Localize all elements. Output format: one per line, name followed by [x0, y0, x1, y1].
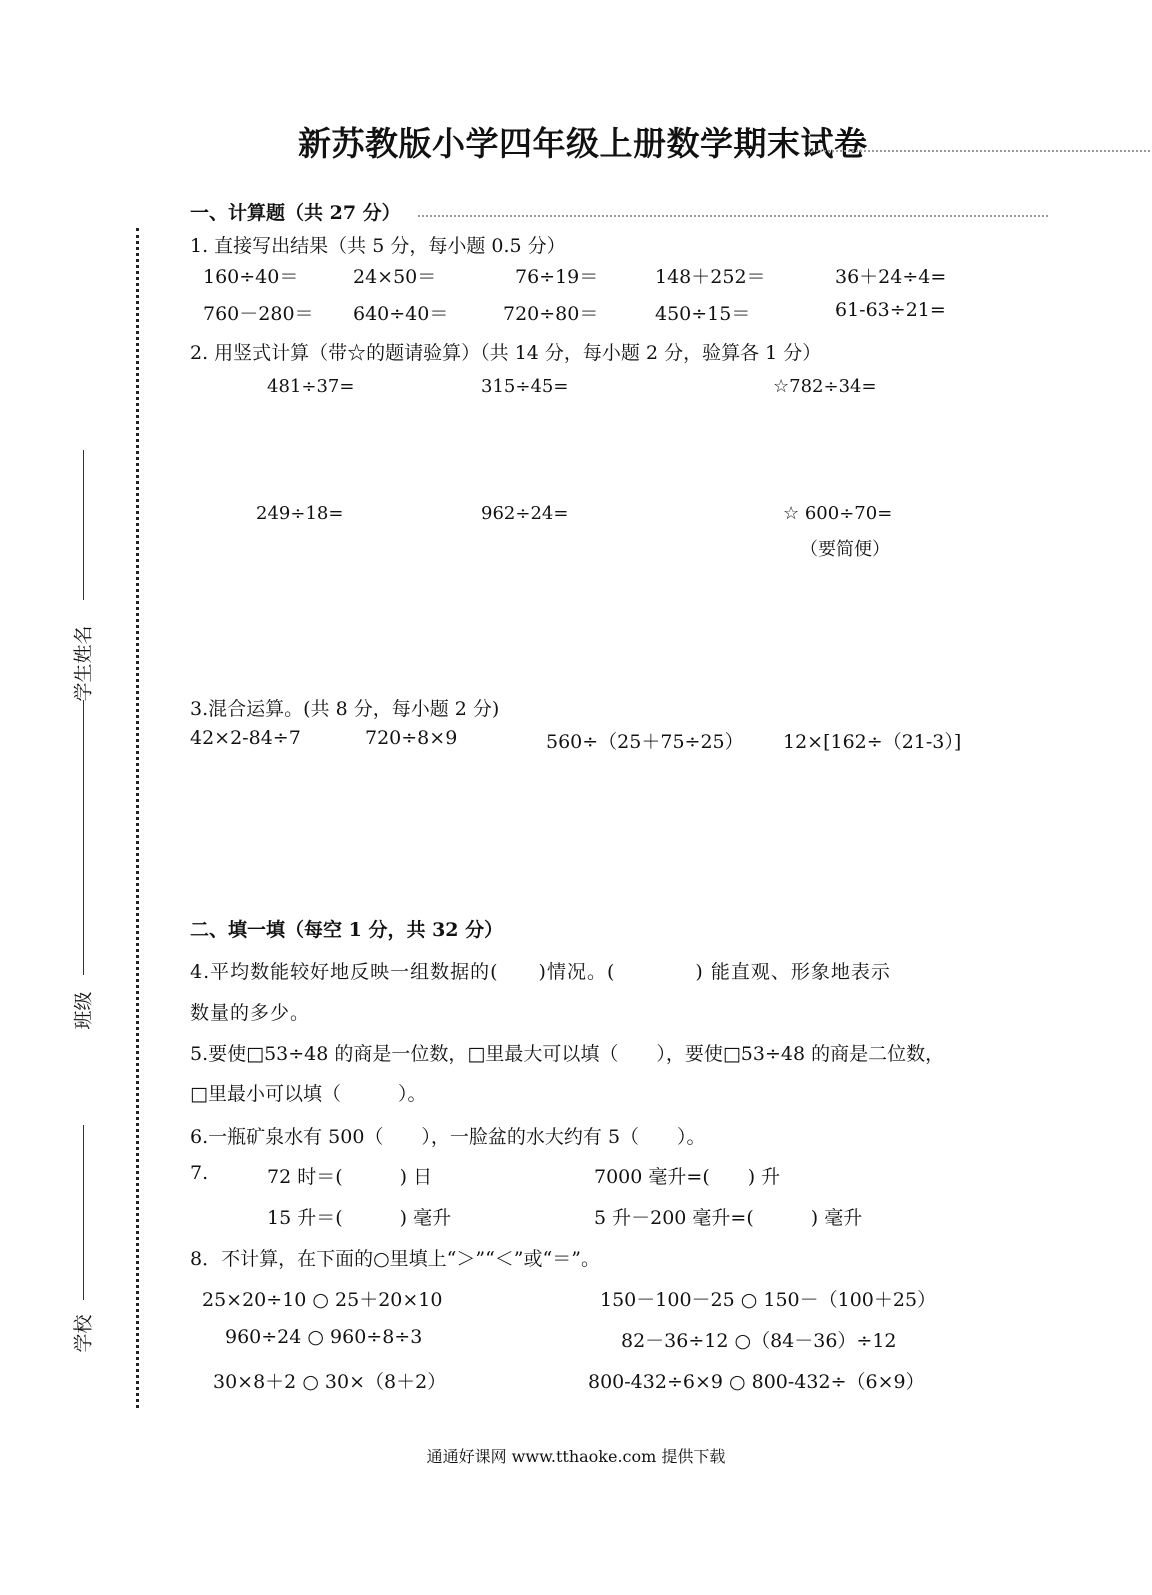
q2-item: 249÷18=: [256, 503, 344, 524]
section1-heading: 一、计算题（共 27 分）: [190, 202, 401, 224]
section2-heading: 二、填一填（每空 1 分，共 32 分）: [190, 919, 504, 941]
q8-item: 30×8＋2 ○ 30×（8＋2）: [213, 1371, 447, 1393]
q7-number: 7.: [190, 1162, 209, 1184]
q8-item: 150－100－25 ○ 150－（100＋25）: [600, 1289, 937, 1311]
q8-item: 82－36÷12 ○（84－36）÷12: [621, 1330, 897, 1352]
q1-label: 1. 直接写出结果（共 5 分，每小题 0.5 分）: [190, 235, 566, 257]
student-name-label: 学生姓名: [72, 625, 95, 702]
school-label: 学校: [72, 1314, 95, 1353]
student-name-blank-line-top: [83, 450, 84, 600]
q4-line1: 4.平均数能较好地反映一组数据的( )情况。( ) 能直观、形象地表示: [190, 961, 891, 983]
q7-item: 7000 毫升=( ) 升: [594, 1166, 781, 1188]
q3-item: 12×[162÷（21-3）]: [783, 731, 962, 753]
q1-item: 450÷15＝: [655, 303, 751, 325]
q5-line2: □里最小可以填（ ）。: [190, 1083, 427, 1105]
q8-item: 25×20÷10 ○ 25＋20×10: [202, 1289, 443, 1311]
binding-dotted-line: [136, 228, 139, 1408]
class-label: 班级: [72, 991, 95, 1030]
q1-item: 61-63÷21=: [835, 299, 946, 321]
q2-item: ☆782÷34=: [773, 376, 877, 397]
q2-item: 315÷45=: [481, 376, 569, 397]
q2-item: 962÷24=: [481, 503, 569, 524]
q5-line1: 5.要使□53÷48 的商是一位数，□里最大可以填（ ），要使□53÷48 的商是二位数，: [190, 1043, 945, 1065]
q3-item: 720÷8×9: [365, 727, 458, 749]
q2-note: （要简便）: [800, 539, 890, 560]
q6-text: 6.一瓶矿泉水有 500（ ），一脸盆的水大约有 5（ ）。: [190, 1126, 706, 1148]
q1-item: 720÷80＝: [503, 303, 599, 325]
q8-item: 800-432÷6×9 ○ 800-432÷（6×9）: [588, 1371, 925, 1393]
q7-item: 5 升－200 毫升=( ) 毫升: [594, 1207, 863, 1229]
page-title: 新苏教版小学四年级上册数学期末试卷: [298, 124, 868, 163]
q1-item: 36＋24÷4=: [835, 266, 947, 288]
q3-label: 3.混合运算。(共 8 分，每小题 2 分): [190, 698, 500, 720]
section1-dotted-leader: [418, 215, 1048, 217]
class-blank-line: [83, 1125, 84, 1300]
q1-item: 76÷19＝: [515, 266, 599, 288]
q7-item: 72 时＝( ) 日: [267, 1166, 433, 1188]
q2-label: 2. 用竖式计算（带☆的题请验算）（共 14 分，每小题 2 分，验算各 1 分）: [190, 342, 822, 364]
q3-item: 42×2-84÷7: [190, 727, 301, 749]
q7-item: 15 升＝( ) 毫升: [267, 1207, 452, 1229]
q2-item: ☆ 600÷70=: [783, 503, 893, 524]
q1-item: 760－280＝: [203, 303, 314, 325]
student-name-blank-line: [83, 700, 84, 975]
footer-credit: 通通好课网 www.tthaoke.com 提供下载: [426, 1447, 726, 1466]
q4-line2: 数量的多少。: [190, 1002, 311, 1024]
q8-item: 960÷24 ○ 960÷8÷3: [225, 1326, 423, 1348]
title-dotted-leader: [805, 150, 1150, 152]
q1-item: 640÷40＝: [353, 303, 449, 325]
q3-item: 560÷（25＋75÷25）: [546, 731, 744, 753]
q2-item: 481÷37=: [267, 376, 355, 397]
q1-item: 24×50＝: [353, 266, 437, 288]
q8-label: 8．不计算，在下面的○里填上“＞”“＜”或“＝”。: [190, 1248, 600, 1270]
q1-item: 160÷40＝: [203, 266, 299, 288]
q1-item: 148＋252＝: [655, 266, 766, 288]
